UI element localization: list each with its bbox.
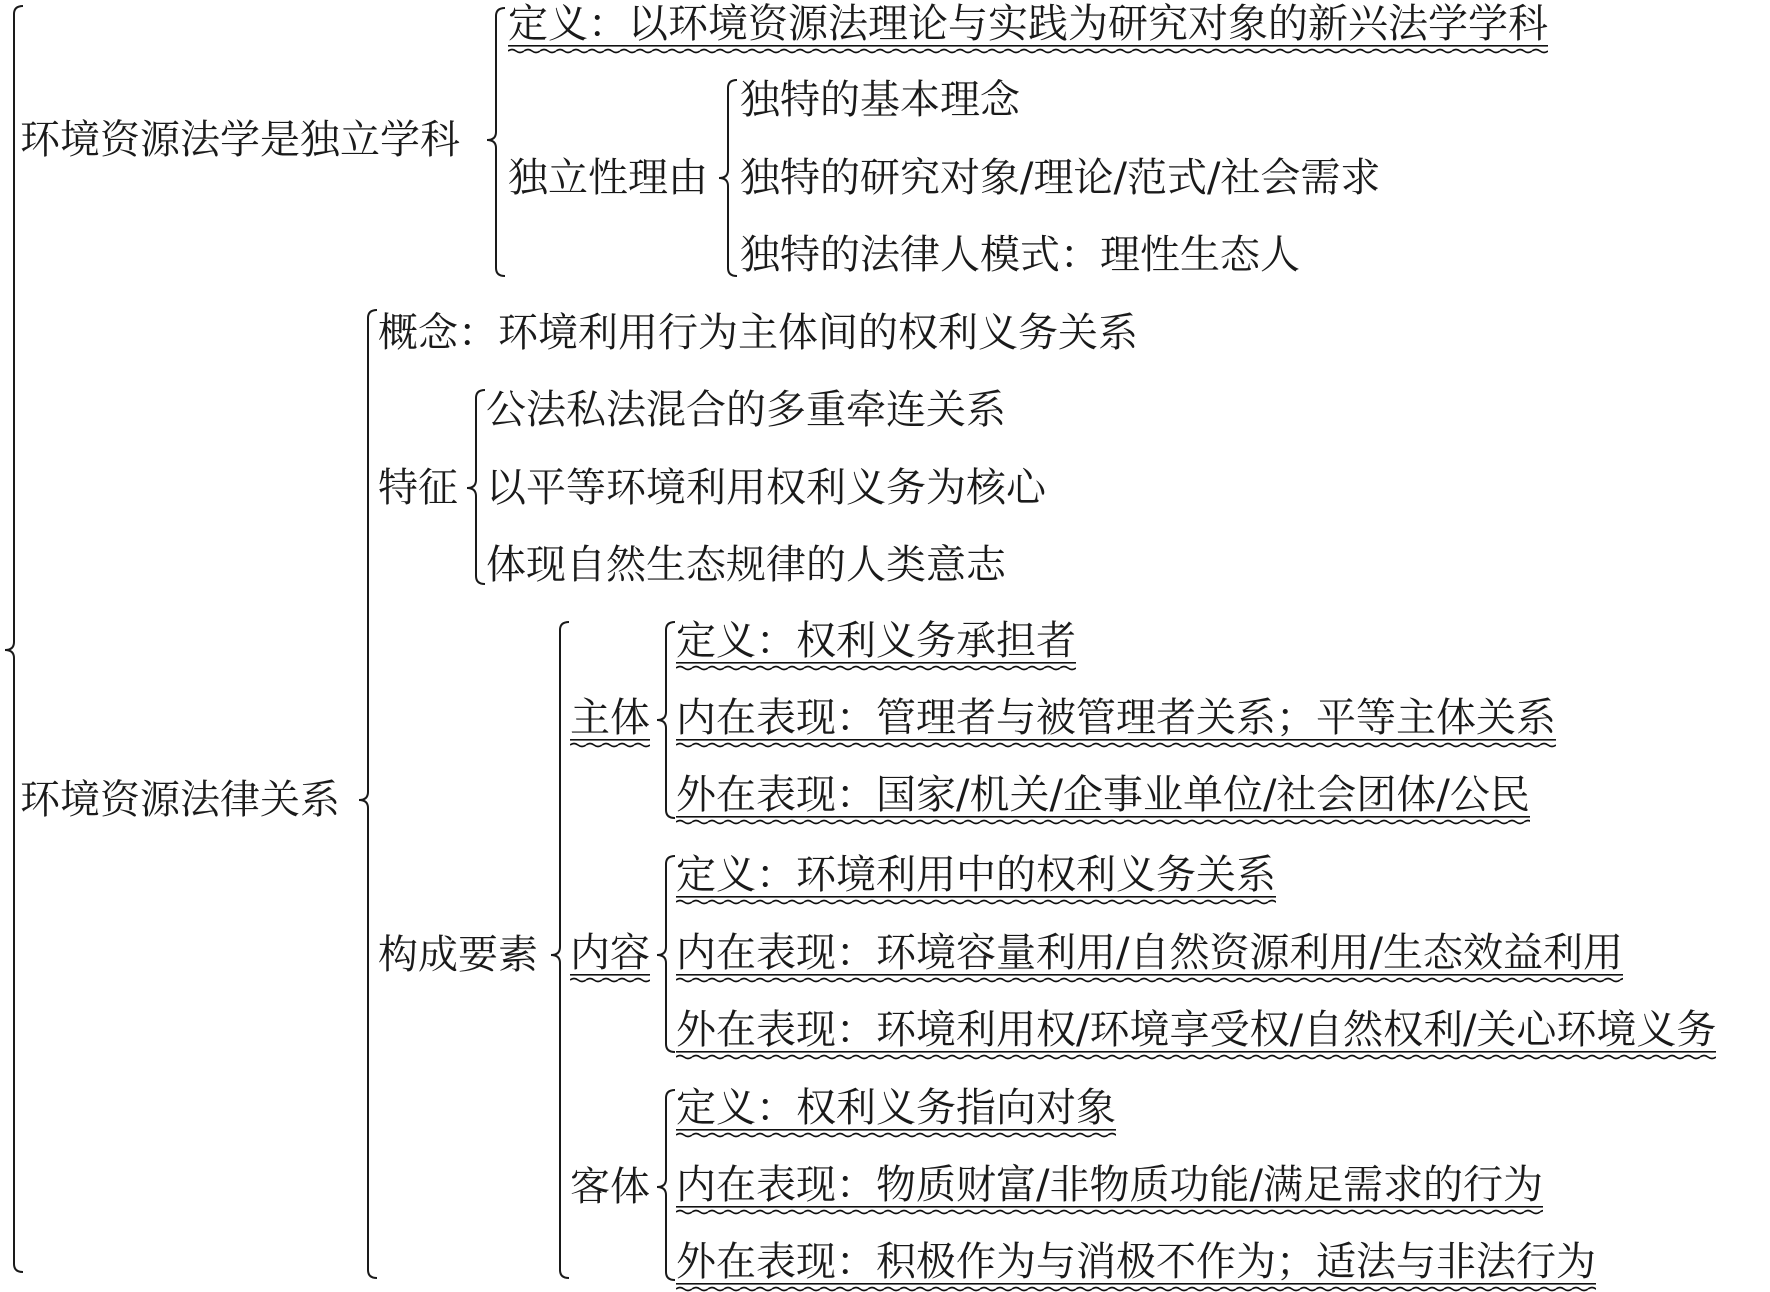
node-subject-external: 外在表现：国家/机关/企事业单位/社会团体/公民: [676, 769, 1530, 825]
brace-discipline: [487, 8, 505, 276]
brace-content: [657, 856, 675, 1052]
node-object-external: 外在表现：积极作为与消极不作为；适法与非法行为: [676, 1236, 1596, 1292]
node-subject-definition: 定义：权利义务承担者: [676, 615, 1076, 671]
node-elements: 构成要素: [378, 932, 538, 978]
node-feature-2: 以平等环境利用权利义务为核心: [486, 465, 1046, 511]
node-content-definition: 定义：环境利用中的权利义务关系: [676, 849, 1276, 905]
brace-root: [5, 6, 23, 1272]
node-object-definition: 定义：权利义务指向对象: [676, 1082, 1116, 1138]
brace-subject: [657, 622, 675, 818]
node-features: 特征: [378, 465, 458, 511]
node-feature-3: 体现自然生态规律的人类意志: [486, 542, 1006, 588]
node-content-internal: 内在表现：环境容量利用/自然资源利用/生态效益利用: [676, 927, 1623, 983]
node-subject-internal: 内在表现：管理者与被管理者关系；平等主体关系: [676, 692, 1556, 748]
node-content: 内容: [570, 927, 650, 983]
brace-features: [467, 390, 485, 584]
node-content-external: 外在表现：环境利用权/环境享受权/自然权利/关心环境义务: [676, 1004, 1716, 1060]
node-independent-discipline: 环境资源法学是独立学科: [20, 117, 460, 163]
node-concept: 概念：环境利用行为主体间的权利义务关系: [378, 310, 1138, 356]
node-legal-relation: 环境资源法律关系: [20, 777, 340, 823]
node-reason-3: 独特的法律人模式：理性生态人: [740, 232, 1300, 278]
brace-object: [657, 1090, 675, 1280]
node-object: 客体: [570, 1164, 650, 1210]
brace-elements: [551, 622, 569, 1278]
node-definition-discipline: 定义：以环境资源法理论与实践为研究对象的新兴法学学科: [508, 0, 1548, 54]
node-feature-1: 公法私法混合的多重牵连关系: [486, 387, 1006, 433]
node-object-internal: 内在表现：物质财富/非物质功能/满足需求的行为: [676, 1159, 1543, 1215]
node-subject: 主体: [570, 692, 650, 748]
node-reason-1: 独特的基本理念: [740, 77, 1020, 123]
node-reason-2: 独特的研究对象/理论/范式/社会需求: [740, 155, 1381, 201]
brace-reasons: [719, 80, 737, 276]
brace-relation: [359, 310, 377, 1278]
node-independence-reasons: 独立性理由: [508, 155, 708, 201]
